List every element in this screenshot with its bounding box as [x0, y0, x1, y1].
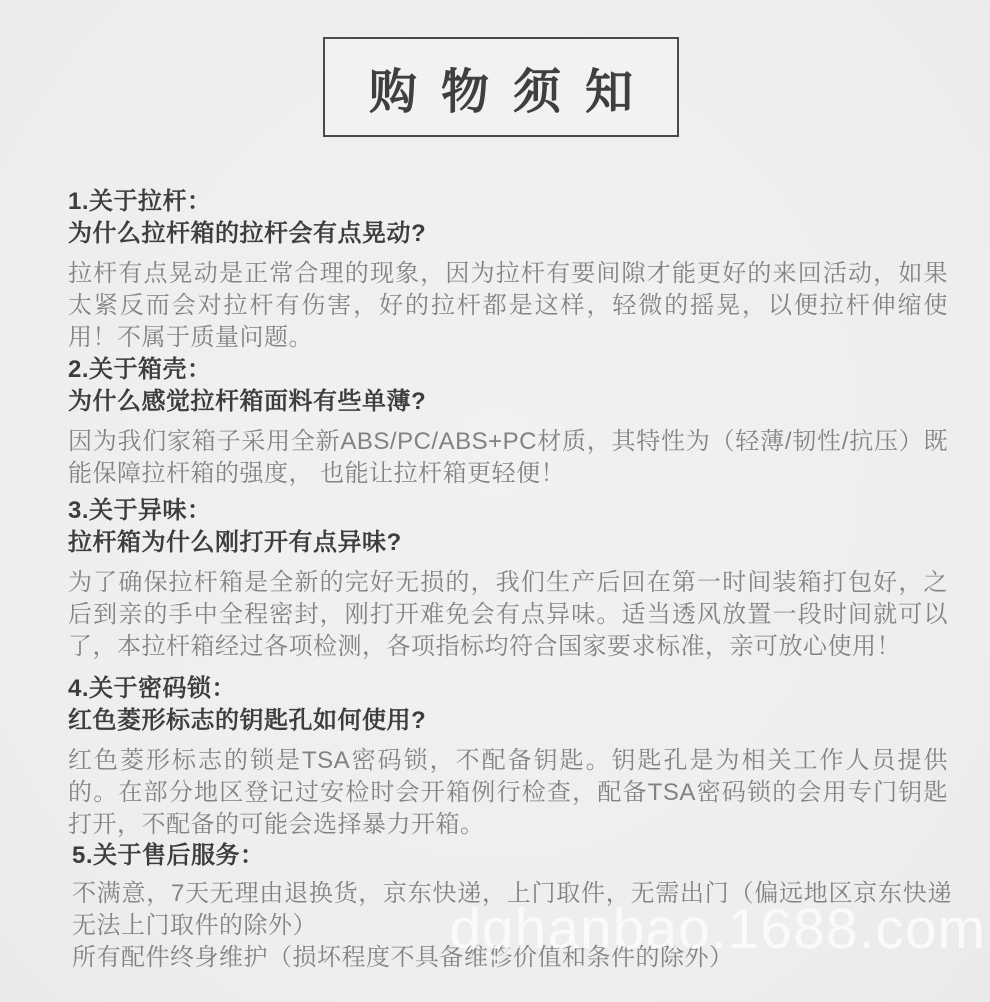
- section-heading: 4.关于密码锁：: [68, 675, 237, 702]
- section-subheading: 红色菱形标志的钥匙孔如何使用?: [68, 707, 427, 734]
- section-after-sales: [72, 840, 952, 974]
- section-heading: 2.关于箱壳：: [68, 356, 212, 383]
- section-paragraph: 所有配件终身维护（损坏程度不具备维修价值和条件的除外）: [72, 944, 734, 971]
- section-paragraph: 因为我们家箱子采用全新ABS/PC/ABS+PC材质，其特性为（轻薄/韧性/抗压）既能保障拉杆箱的强度， 也能让拉杆箱更轻便！: [68, 428, 948, 487]
- section-trolley-handle: [68, 186, 948, 354]
- section-paragraph: 不满意，7天无理由退换货，京东快递，上门取件，无需出门（偏远地区京东快递无法上门取件的除外）: [72, 880, 952, 939]
- section-odor: [68, 495, 948, 663]
- page-title: 购物须知: [368, 65, 657, 119]
- section-subheading: 为什么感觉拉杆箱面料有些单薄?: [68, 388, 427, 415]
- section-heading: 3.关于异味：: [68, 497, 212, 524]
- section-tsa-lock: [68, 673, 948, 841]
- section-case-shell: [68, 354, 948, 490]
- section-paragraph: 拉杆有点晃动是正常合理的现象，因为拉杆有要间隙才能更好的来回活动，如果太紧反而会对拉杆有伤害，好的拉杆都是这样，轻微的摇晃，以便拉杆伸缩使用！不属于质量问题。: [68, 260, 948, 351]
- section-subheading: 为什么拉杆箱的拉杆会有点晃动?: [68, 220, 427, 247]
- section-subheading: 拉杆箱为什么刚打开有点异味?: [68, 529, 402, 556]
- store-watermark: dghanbao.1688.com: [449, 897, 986, 961]
- section-heading: 5.关于售后服务：: [72, 842, 265, 869]
- section-heading: 1.关于拉杆：: [68, 188, 212, 215]
- section-paragraph: 为了确保拉杆箱是全新的完好无损的，我们生产后回在第一时间装箱打包好，之后到亲的手中全程密封，刚打开难免会有点异味。适当透风放置一段时间就可以了，本拉杆箱经过各项检测，各项指标均符合国家要求标准，亲可放心使用！: [68, 569, 948, 660]
- section-paragraph: 红色菱形标志的锁是TSA密码锁，不配备钥匙。钥匙孔是为相关工作人员提供的。在部分地区登记过安检时会开箱例行检查，配备TSA密码锁的会用专门钥匙打开，不配备的可能会选择暴力开箱。: [68, 747, 948, 838]
- page-title-box: [323, 37, 679, 137]
